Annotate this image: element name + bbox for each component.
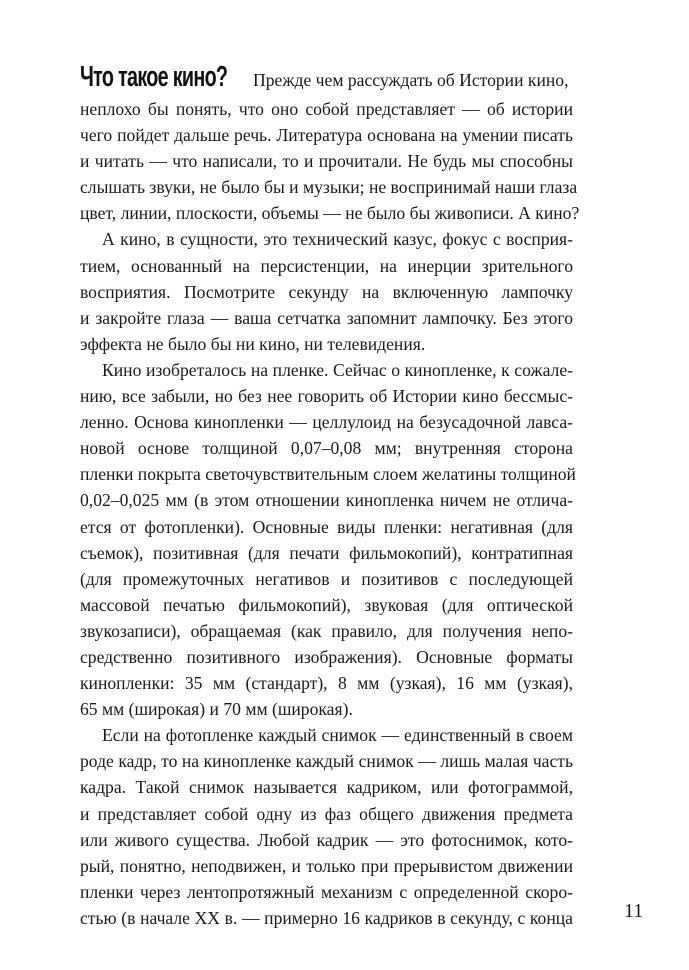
text-line: пленки через лентопротяжный механизм с определенной скоро- [80,881,573,902]
paragraph-3 [80,357,576,722]
text-line: новой основе толщиной 0,07–0,08 мм; внутренняя сторона [80,438,573,459]
text-line: рый, понятно, неподвижен, и только при прерывистом движении [80,855,573,876]
text-line: 0,02–0,025 мм (в этом отношении кинопленка ничем не отлича- [80,490,573,511]
text-line: слышать звуки, не было бы и музыки; не воспринимай наши глаза [80,177,578,198]
paragraph-4 [80,722,573,931]
text-line: ется от фотопленки). Основные виды пленки: негативная (для [80,516,573,537]
text-line: съемок), позитивная (для печати фильмокопий), контратипная [80,542,573,563]
text-line: и закройте глаза — ваша сетчатка запомнит лампочку. Без этого [80,307,573,328]
text-line: Кино изобреталось на пленке. Сейчас о кинопленке, к сожале- [102,359,573,380]
text-line: пленки покрыта светочувствительным слоем желатины толщиной [80,464,576,485]
paragraph-2 [80,226,573,356]
text-line: эффекта не было бы ни кино, ни телевидения. [80,333,426,354]
text-line: или живого существа. Любой кадрик — это фотоснимок, кото- [80,829,573,850]
body-text [80,58,580,931]
text-line: восприятия. Посмотрите секунду на включенную лампочку [80,281,573,302]
text-line: нию, все забыли, но без нее говорить об Истории кино бессмыс- [80,386,573,407]
text-line: ленно. Основа кинопленки — целлулоид на безусадочной лавса- [80,412,573,433]
paragraph-1 [80,58,580,226]
page-number: 11 [624,900,644,922]
text-line: чего пойдет дальше речь. Литература основана на умении писать [80,125,573,146]
text-line: средственно позитивного изображения). Основные форматы [80,646,573,667]
text-line: кадра. Такой снимок называется кадриком, или фотограммой, [80,777,573,798]
text-line [80,58,573,96]
text-line: кинопленки: 35 мм (стандарт), 8 мм (узкая), 16 мм (узкая), [80,673,573,694]
text-line: тием, основанный на персистенции, на инерции зрительного [80,255,573,276]
text-line: А кино, в сущности, это технический казус, фокус с восприя- [102,229,573,250]
text-line: роде кадр, то на кинопленке каждый снимок — лишь малая часть [80,751,573,772]
text-line: звукозаписи), обращаемая (как правило, для получения непо- [80,620,573,641]
text-line: и читать — что написали, то и прочитали. Не будь мы способны [80,151,573,172]
text-line: стью (в начале XX в. — примерно 16 кадриков в секунду, с конца [80,907,573,928]
section-heading: Что такое кино? [80,61,228,93]
text-line: Если на фотопленке каждый снимок — единственный в своем [102,725,573,746]
text-line: (для промежуточных негативов и позитивов с последующей [80,568,573,589]
text-line: и представляет собой одну из фаз общего движения предмета [80,803,573,824]
text-line: 65 мм (широкая) и 70 мм (широкая). [80,699,353,720]
text-line: массовой печатью фильмокопий), звуковая (для оптической [80,594,573,615]
text-line-content: Прежде чем рассуждать об Истории кино, [253,70,569,90]
text-line: неплохо бы понять, что оно собой представляет — об истории [80,99,573,119]
text-line: цвет, линии, плоскости, объемы — не было бы живописи. А кино? [80,203,580,224]
